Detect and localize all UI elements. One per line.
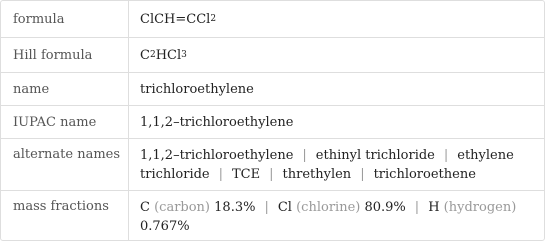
formula-value: ClCH=CCl 2 xyxy=(140,11,217,27)
separator: | xyxy=(269,167,274,182)
alternate-name: ethylene trichloride xyxy=(140,148,514,182)
row-name xyxy=(1,72,544,105)
alternate-name: threthylen xyxy=(282,167,352,182)
row-alternate-names xyxy=(1,138,544,190)
separator: | xyxy=(443,148,449,163)
separator: | xyxy=(414,200,420,215)
hill-formula-part-c: C xyxy=(140,47,150,63)
alternate-names-value xyxy=(129,139,544,190)
row-label-name: name xyxy=(1,73,129,105)
mass-fractions-value xyxy=(129,191,544,240)
row-label-formula: formula xyxy=(1,1,129,37)
alternate-name: 1,1,2–trichloroethylene xyxy=(140,148,294,163)
element-symbol: Cl xyxy=(277,200,292,215)
element-symbol: H xyxy=(428,200,440,215)
row-label-iupac-name: IUPAC name xyxy=(1,106,129,138)
hill-formula-part-hcl: HCl xyxy=(155,47,182,63)
separator: | xyxy=(218,167,224,182)
element-percent: 18.3% xyxy=(214,200,256,215)
element-name: (chlorine) xyxy=(296,200,361,215)
row-label-alternate-names: alternate names xyxy=(1,139,129,190)
element-symbol: C xyxy=(140,200,150,215)
iupac-name-value: 1,1,2–trichloroethylene xyxy=(140,114,294,130)
element-name: (hydrogen) xyxy=(443,200,517,215)
row-mass-fractions xyxy=(1,190,544,240)
name-value: trichloroethylene xyxy=(140,81,254,97)
alternate-name: trichloroethene xyxy=(373,167,476,182)
hill-formula-value: C 2 HCl 3 xyxy=(140,47,187,63)
element-percent: 80.9% xyxy=(364,200,406,215)
row-formula xyxy=(1,1,544,37)
row-label-mass-fractions: mass fractions xyxy=(1,191,129,240)
alternate-name: TCE xyxy=(232,167,261,182)
row-hill-formula xyxy=(1,37,544,72)
separator: | xyxy=(360,167,365,182)
separator: | xyxy=(302,148,307,163)
alternate-name: ethinyl trichloride xyxy=(315,148,435,163)
row-label-hill-formula: Hill formula xyxy=(1,38,129,72)
separator: | xyxy=(264,200,269,215)
row-iupac-name xyxy=(1,105,544,138)
element-name: (carbon) xyxy=(154,200,211,215)
element-percent: 0.767% xyxy=(140,219,190,234)
formula-main: ClCH=CCl xyxy=(140,11,211,27)
